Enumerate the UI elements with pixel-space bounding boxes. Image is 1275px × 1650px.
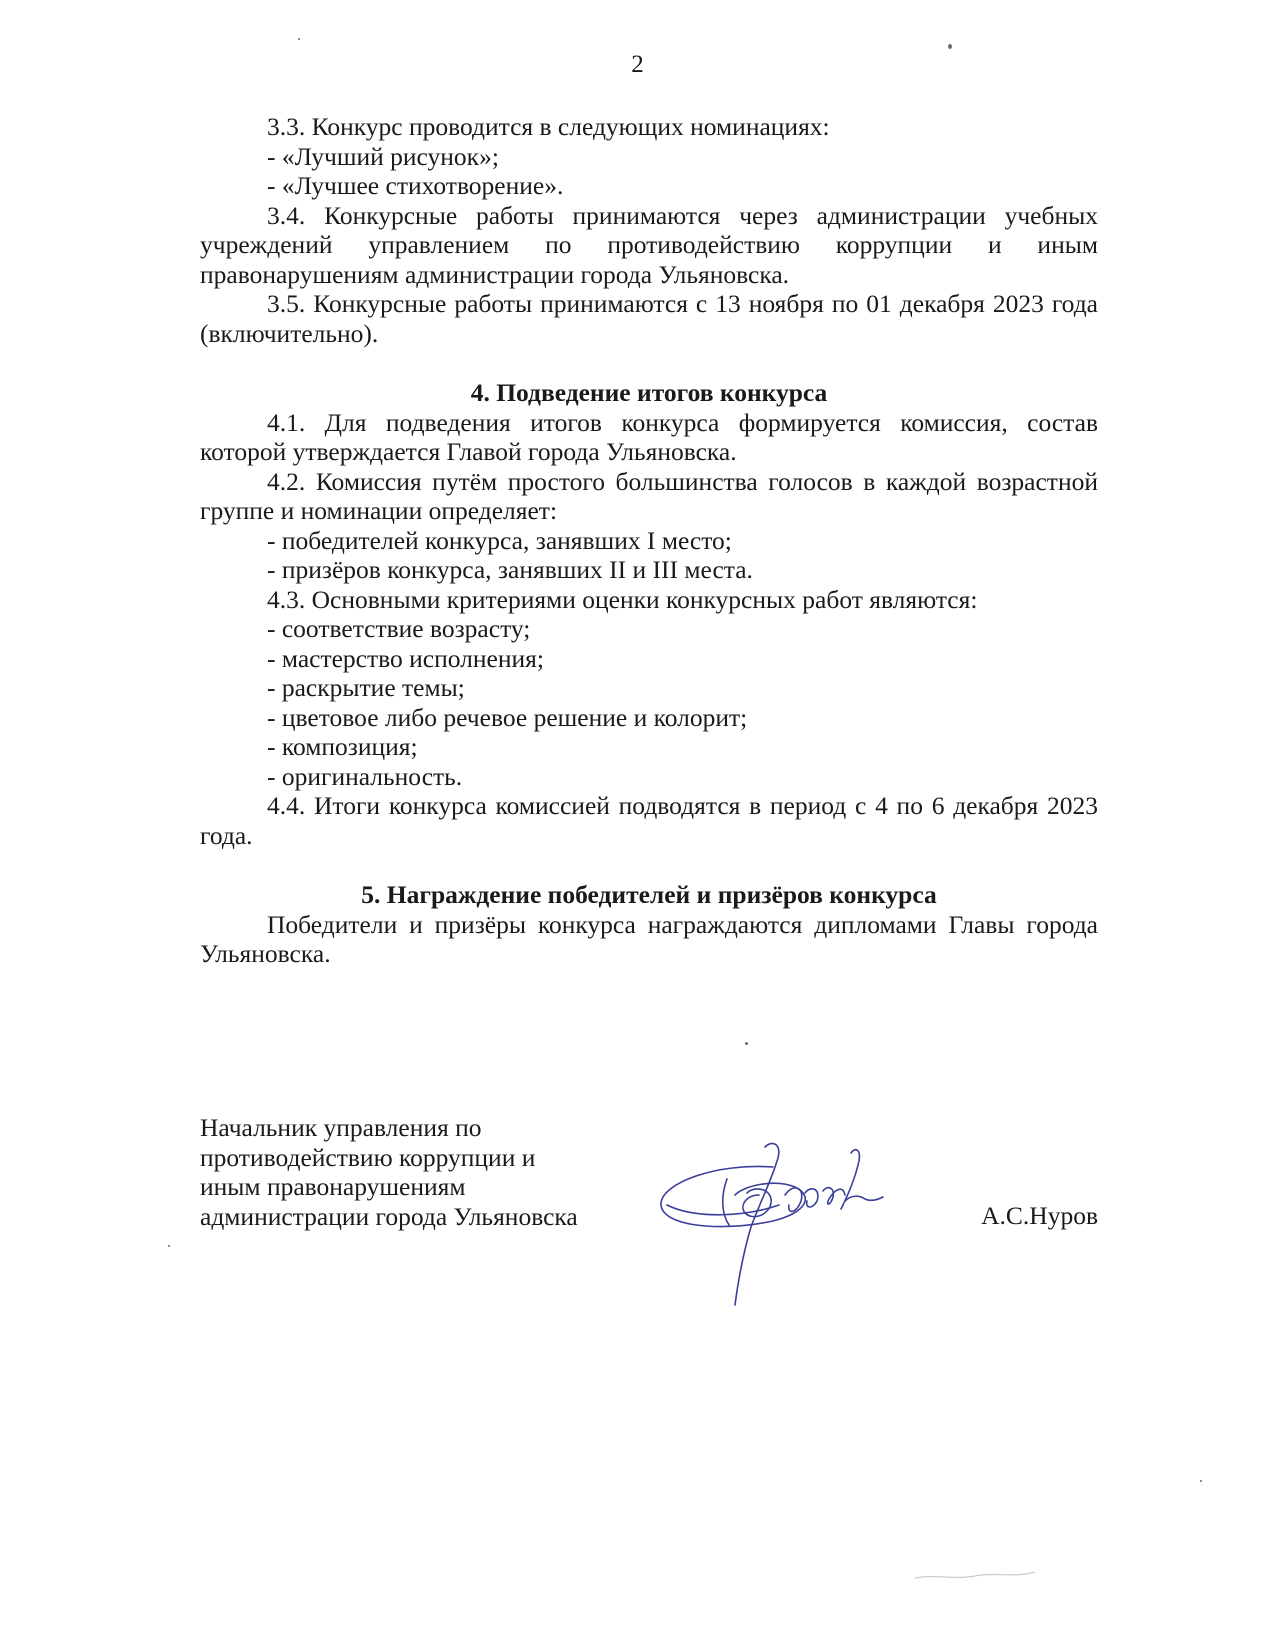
handwritten-signature	[655, 1135, 925, 1325]
list-item: - композиция;	[267, 732, 418, 761]
signatory-title-line: иным правонарушениям	[200, 1172, 466, 1201]
list-item: - мастерство исполнения;	[267, 643, 544, 673]
paragraph: 3.5. Конкурсные работы принимаются с 13 ноября по 01 декабря 2023 года (включительно).	[200, 289, 1098, 348]
list-item: - соответствие возрасту;	[267, 614, 531, 643]
signature-block	[200, 1113, 1098, 1231]
paragraph: Победители и призёры конкурса награждаются дипломами Главы города Ульяновска.	[200, 909, 1098, 968]
signatory-title-line: Начальник управления по	[200, 1113, 482, 1142]
scan-speck	[745, 1042, 748, 1045]
scan-speck	[298, 38, 300, 40]
section-spacer	[200, 348, 1098, 378]
list-item: - раскрытие темы;	[267, 673, 465, 702]
paragraph: 4.3. Основными критериями оценки конкурсных работ являются:	[267, 584, 978, 614]
paragraph: 4.1. Для подведения итогов конкурса формируется комиссия, состав которой утверждается Главой города Ульяновска.	[200, 407, 1098, 466]
section-heading: 4. Подведение итогов конкурса	[470, 378, 828, 407]
paragraph: 4.2. Комиссия путём простого большинства голосов в каждой возрастной группе и номинации определяет:	[200, 466, 1098, 525]
faint-stamp-mark	[905, 1560, 1045, 1590]
scan-speck	[1200, 1480, 1202, 1482]
paragraph: 4.4. Итоги конкурса комиссией подводятся в период с 4 по 6 декабря 2023 года.	[200, 791, 1098, 850]
list-item: - победителей конкурса, занявших I место;	[267, 525, 732, 555]
scan-speck	[948, 44, 952, 49]
signatory-title-line: противодействию коррупции и	[200, 1142, 536, 1172]
section-heading: 5. Награждение победителей и призёров конкурса	[361, 880, 937, 909]
scan-speck	[168, 1245, 170, 1247]
section-spacer	[200, 850, 1098, 880]
list-item: - оригинальность.	[267, 761, 463, 791]
list-item: - цветовое либо речевое решение и колорит;	[267, 702, 748, 732]
signatory-title-line: администрации города Ульяновска	[200, 1201, 578, 1231]
signatory-title	[200, 1113, 1098, 1231]
list-item: - «Лучший рисунок»;	[267, 141, 499, 171]
list-item: - «Лучшее стихотворение».	[267, 171, 564, 200]
paragraph: 3.4. Конкурсные работы принимаются через администрации учебных учреждений управлением по противодействию коррупции и иным правонарушениям администрации города Ульяновска.	[200, 200, 1098, 289]
list-item: - призёров конкурса, занявших II и III места.	[267, 555, 753, 584]
paragraph: 3.3. Конкурс проводится в следующих номинациях:	[267, 112, 830, 141]
signatory-name: А.С.Нуров	[981, 1201, 1098, 1230]
page-number: 2	[631, 51, 644, 78]
document-body	[200, 112, 1098, 969]
